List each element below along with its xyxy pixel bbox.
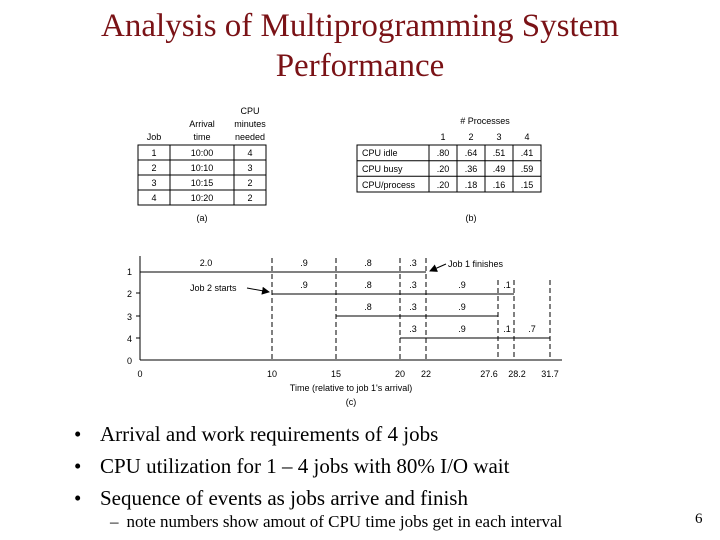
annotation-job2-starts: Job 2 starts	[190, 283, 237, 293]
table-b-cell: .16	[492, 180, 506, 190]
job1-cpu-value: .9	[300, 258, 308, 268]
job3-cpu-value: .3	[409, 302, 417, 312]
table-a-cell: 3	[247, 163, 253, 173]
table-b-cell: .80	[436, 148, 450, 158]
bullet-list	[74, 418, 694, 514]
job2-cpu-value: .9	[300, 280, 308, 290]
timeline-x-tick: 31.7	[541, 369, 559, 379]
title-line-2: Performance	[275, 48, 445, 84]
table-a-header-job: Job	[146, 132, 162, 142]
table-b-cell: .49	[492, 164, 506, 174]
page-number: 6	[695, 511, 703, 527]
table-b-row-label: CPU/process	[362, 180, 416, 190]
table-a-cell: 2	[247, 193, 253, 203]
table-a-header-cpu-3: needed	[234, 132, 266, 142]
table-b	[357, 116, 541, 223]
table-b-cell: .41	[520, 148, 534, 158]
job4-cpu-value: .3	[409, 324, 417, 334]
table-b-cell: .64	[464, 148, 478, 158]
table-a-cell: 10:10	[190, 163, 214, 173]
bullet-item	[74, 482, 694, 514]
timeline-y-label: 2	[126, 289, 132, 299]
job3-cpu-value: .8	[364, 302, 372, 312]
timeline-x-tick: 10	[266, 369, 278, 379]
timeline-x-label: Time (relative to job 1's arrival)	[289, 383, 413, 393]
table-a-cell: 4	[247, 148, 253, 158]
timeline-y-label: 1	[126, 267, 132, 277]
bullet-item	[74, 418, 694, 450]
bullet-glyph: •	[74, 454, 82, 478]
timeline-x-tick: 15	[330, 369, 342, 379]
timeline-x-tick: 0	[137, 369, 143, 379]
job4-cpu-value: .9	[458, 324, 466, 334]
bullet-text: Sequence of events as jobs arrive and finish	[100, 486, 468, 510]
table-b-cell: .59	[520, 164, 534, 174]
table-b-cell: .20	[436, 180, 450, 190]
job2-cpu-value: .1	[503, 280, 511, 290]
table-a-caption: (a)	[196, 213, 208, 223]
table-a-cell: 10:15	[190, 178, 214, 188]
sub-bullet-text: note numbers show amout of CPU time jobs get in each interval	[126, 512, 563, 531]
job3-cpu-value: .9	[458, 302, 466, 312]
timeline-x-tick: 22	[420, 369, 432, 379]
table-b-caption: (b)	[465, 213, 477, 223]
table-b-cell: .15	[520, 180, 534, 190]
timeline-caption: (c)	[345, 397, 357, 407]
table-a-cell: 1	[151, 148, 157, 158]
table-b-col-header: 3	[496, 132, 502, 142]
table-b-cell: .51	[492, 148, 506, 158]
arrow-job1-finishes	[430, 264, 446, 271]
job4-cpu-value: .1	[503, 324, 511, 334]
bullet-item	[74, 450, 694, 482]
job4-cpu-value: .7	[528, 324, 536, 334]
bullet-glyph: •	[74, 422, 82, 446]
table-a-cell: 2	[247, 178, 253, 188]
table-a-cell: 10:00	[190, 148, 214, 158]
table-a-header-arrival-2: time	[193, 132, 211, 142]
table-a-header-cpu-2: minutes	[234, 119, 266, 129]
job2-cpu-value: .8	[364, 280, 372, 290]
timeline-x-tick: 20	[394, 369, 406, 379]
timeline-x-tick: 28.2	[508, 369, 526, 379]
job2-cpu-value: .9	[458, 280, 466, 290]
table-b-cell: .20	[436, 164, 450, 174]
table-b-col-header: 4	[524, 132, 530, 142]
table-b-row-label: CPU idle	[362, 148, 398, 158]
timeline-y-label: 4	[126, 334, 132, 344]
table-b-row-label: CPU busy	[362, 164, 403, 174]
table-a	[138, 106, 266, 223]
table-b-cell: .36	[464, 164, 478, 174]
annotation-job1-finishes: Job 1 finishes	[448, 259, 504, 269]
table-b-group-header: # Processes	[460, 116, 510, 126]
table-b-cell: .18	[464, 180, 478, 190]
table-a-header-arrival-1: Arrival	[189, 119, 215, 129]
job2-cpu-value: .3	[409, 280, 417, 290]
timeline	[127, 256, 562, 407]
job1-cpu-value: .8	[364, 258, 372, 268]
sub-bullet-dash: –	[110, 512, 119, 531]
arrow-job2-starts	[247, 288, 269, 292]
bullet-text: Arrival and work requirements of 4 jobs	[100, 422, 439, 446]
job1-cpu-value: 2.0	[199, 258, 213, 268]
job1-cpu-value: .3	[409, 258, 417, 268]
title-line-1: Analysis of Multiprogramming System	[101, 8, 619, 44]
table-a-header-cpu-1: CPU	[240, 106, 260, 116]
sub-bullet	[110, 511, 562, 533]
table-b-col-header: 1	[440, 132, 446, 142]
timeline-y-label: 0	[126, 356, 132, 366]
timeline-x-tick: 27.6	[480, 369, 498, 379]
bullet-glyph: •	[74, 486, 82, 510]
table-a-cell: 3	[151, 178, 157, 188]
table-a-cell: 10:20	[190, 193, 214, 203]
table-a-cell: 4	[151, 193, 157, 203]
bullet-text: CPU utilization for 1 – 4 jobs with 80% I/O wait	[100, 454, 510, 478]
table-b-col-header: 2	[468, 132, 474, 142]
table-a-cell: 2	[151, 163, 157, 173]
timeline-y-label: 3	[126, 312, 132, 322]
